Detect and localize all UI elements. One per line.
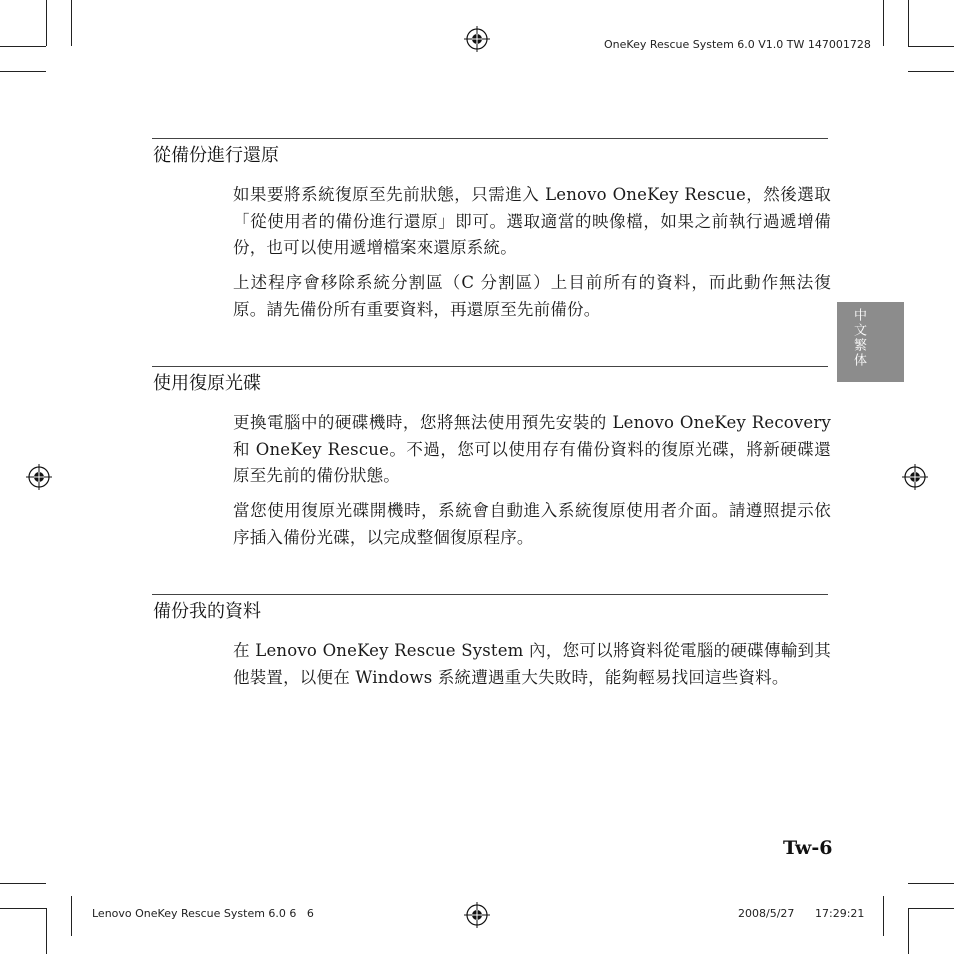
paragraph: 如果要將系統復原至先前狀態，只需進入 Lenovo OneKey Rescue，然後選取「從使用者的備份進行還原」即可。選取適當的映像檔，如果之前執行過遞增備份，也可以使用遞增檔案來還原系統。 xyxy=(233,185,831,257)
crop-mark xyxy=(0,908,46,909)
paragraph: 更換電腦中的硬碟機時，您將無法使用預先安裝的 Lenovo OneKey Recovery 和 OneKey Rescue。不過，您可以使用存有備份資料的復原光碟，將新硬碟還原至先前的備份狀態。 xyxy=(233,413,831,485)
section-rule xyxy=(152,594,828,595)
paragraph: 當您使用復原光碟開機時，系統會自動進入系統復原使用者介面。請遵照提示依序插入備份光碟，以完成整個復原程序。 xyxy=(233,501,831,547)
crop-mark xyxy=(908,908,909,954)
section-title-restore-from-backup: 從備份進行還原 xyxy=(153,145,279,166)
header-doc-id: OneKey Rescue System 6.0 V1.0 TW 147001728 xyxy=(604,38,871,51)
registration-mark-icon xyxy=(26,464,52,490)
language-tab xyxy=(837,302,904,382)
paragraph: 在 Lenovo OneKey Rescue System 內，您可以將資料從電腦的硬碟傳輸到其他裝置，以便在 Windows 系統遭遇重大失敗時，能夠輕易找回這些資料。 xyxy=(233,641,831,687)
page-number: Tw-6 xyxy=(783,837,833,859)
crop-mark xyxy=(908,883,954,884)
crop-mark xyxy=(908,908,954,909)
section-title-backup-my-data: 備份我的資料 xyxy=(153,601,261,622)
crop-mark xyxy=(908,71,954,72)
registration-mark-icon xyxy=(464,902,490,928)
section-rule xyxy=(152,366,828,367)
footer-time: 17:29:21 xyxy=(815,907,865,920)
footer-file-info: Lenovo OneKey Rescue System 6.0 6 6 xyxy=(92,907,314,920)
crop-mark xyxy=(0,46,46,47)
section-rule xyxy=(152,138,828,139)
language-tab-label: 中文繁体 xyxy=(851,308,866,368)
registration-mark-icon xyxy=(902,464,928,490)
crop-mark xyxy=(46,0,47,46)
crop-mark xyxy=(908,0,909,46)
crop-mark xyxy=(883,896,884,936)
crop-mark xyxy=(0,883,46,884)
crop-mark xyxy=(71,896,72,936)
crop-mark xyxy=(0,71,46,72)
footer-date: 2008/5/27 xyxy=(738,907,795,920)
section-title-use-recovery-disc: 使用復原光碟 xyxy=(153,373,261,394)
crop-mark xyxy=(883,0,884,46)
crop-mark xyxy=(908,46,954,47)
crop-mark xyxy=(46,908,47,954)
paragraph: 上述程序會移除系統分割區（C 分割區）上目前所有的資料，而此動作無法復原。請先備份所有重要資料，再還原至先前備份。 xyxy=(233,273,831,319)
registration-mark-icon xyxy=(464,26,490,52)
crop-mark xyxy=(71,0,72,46)
